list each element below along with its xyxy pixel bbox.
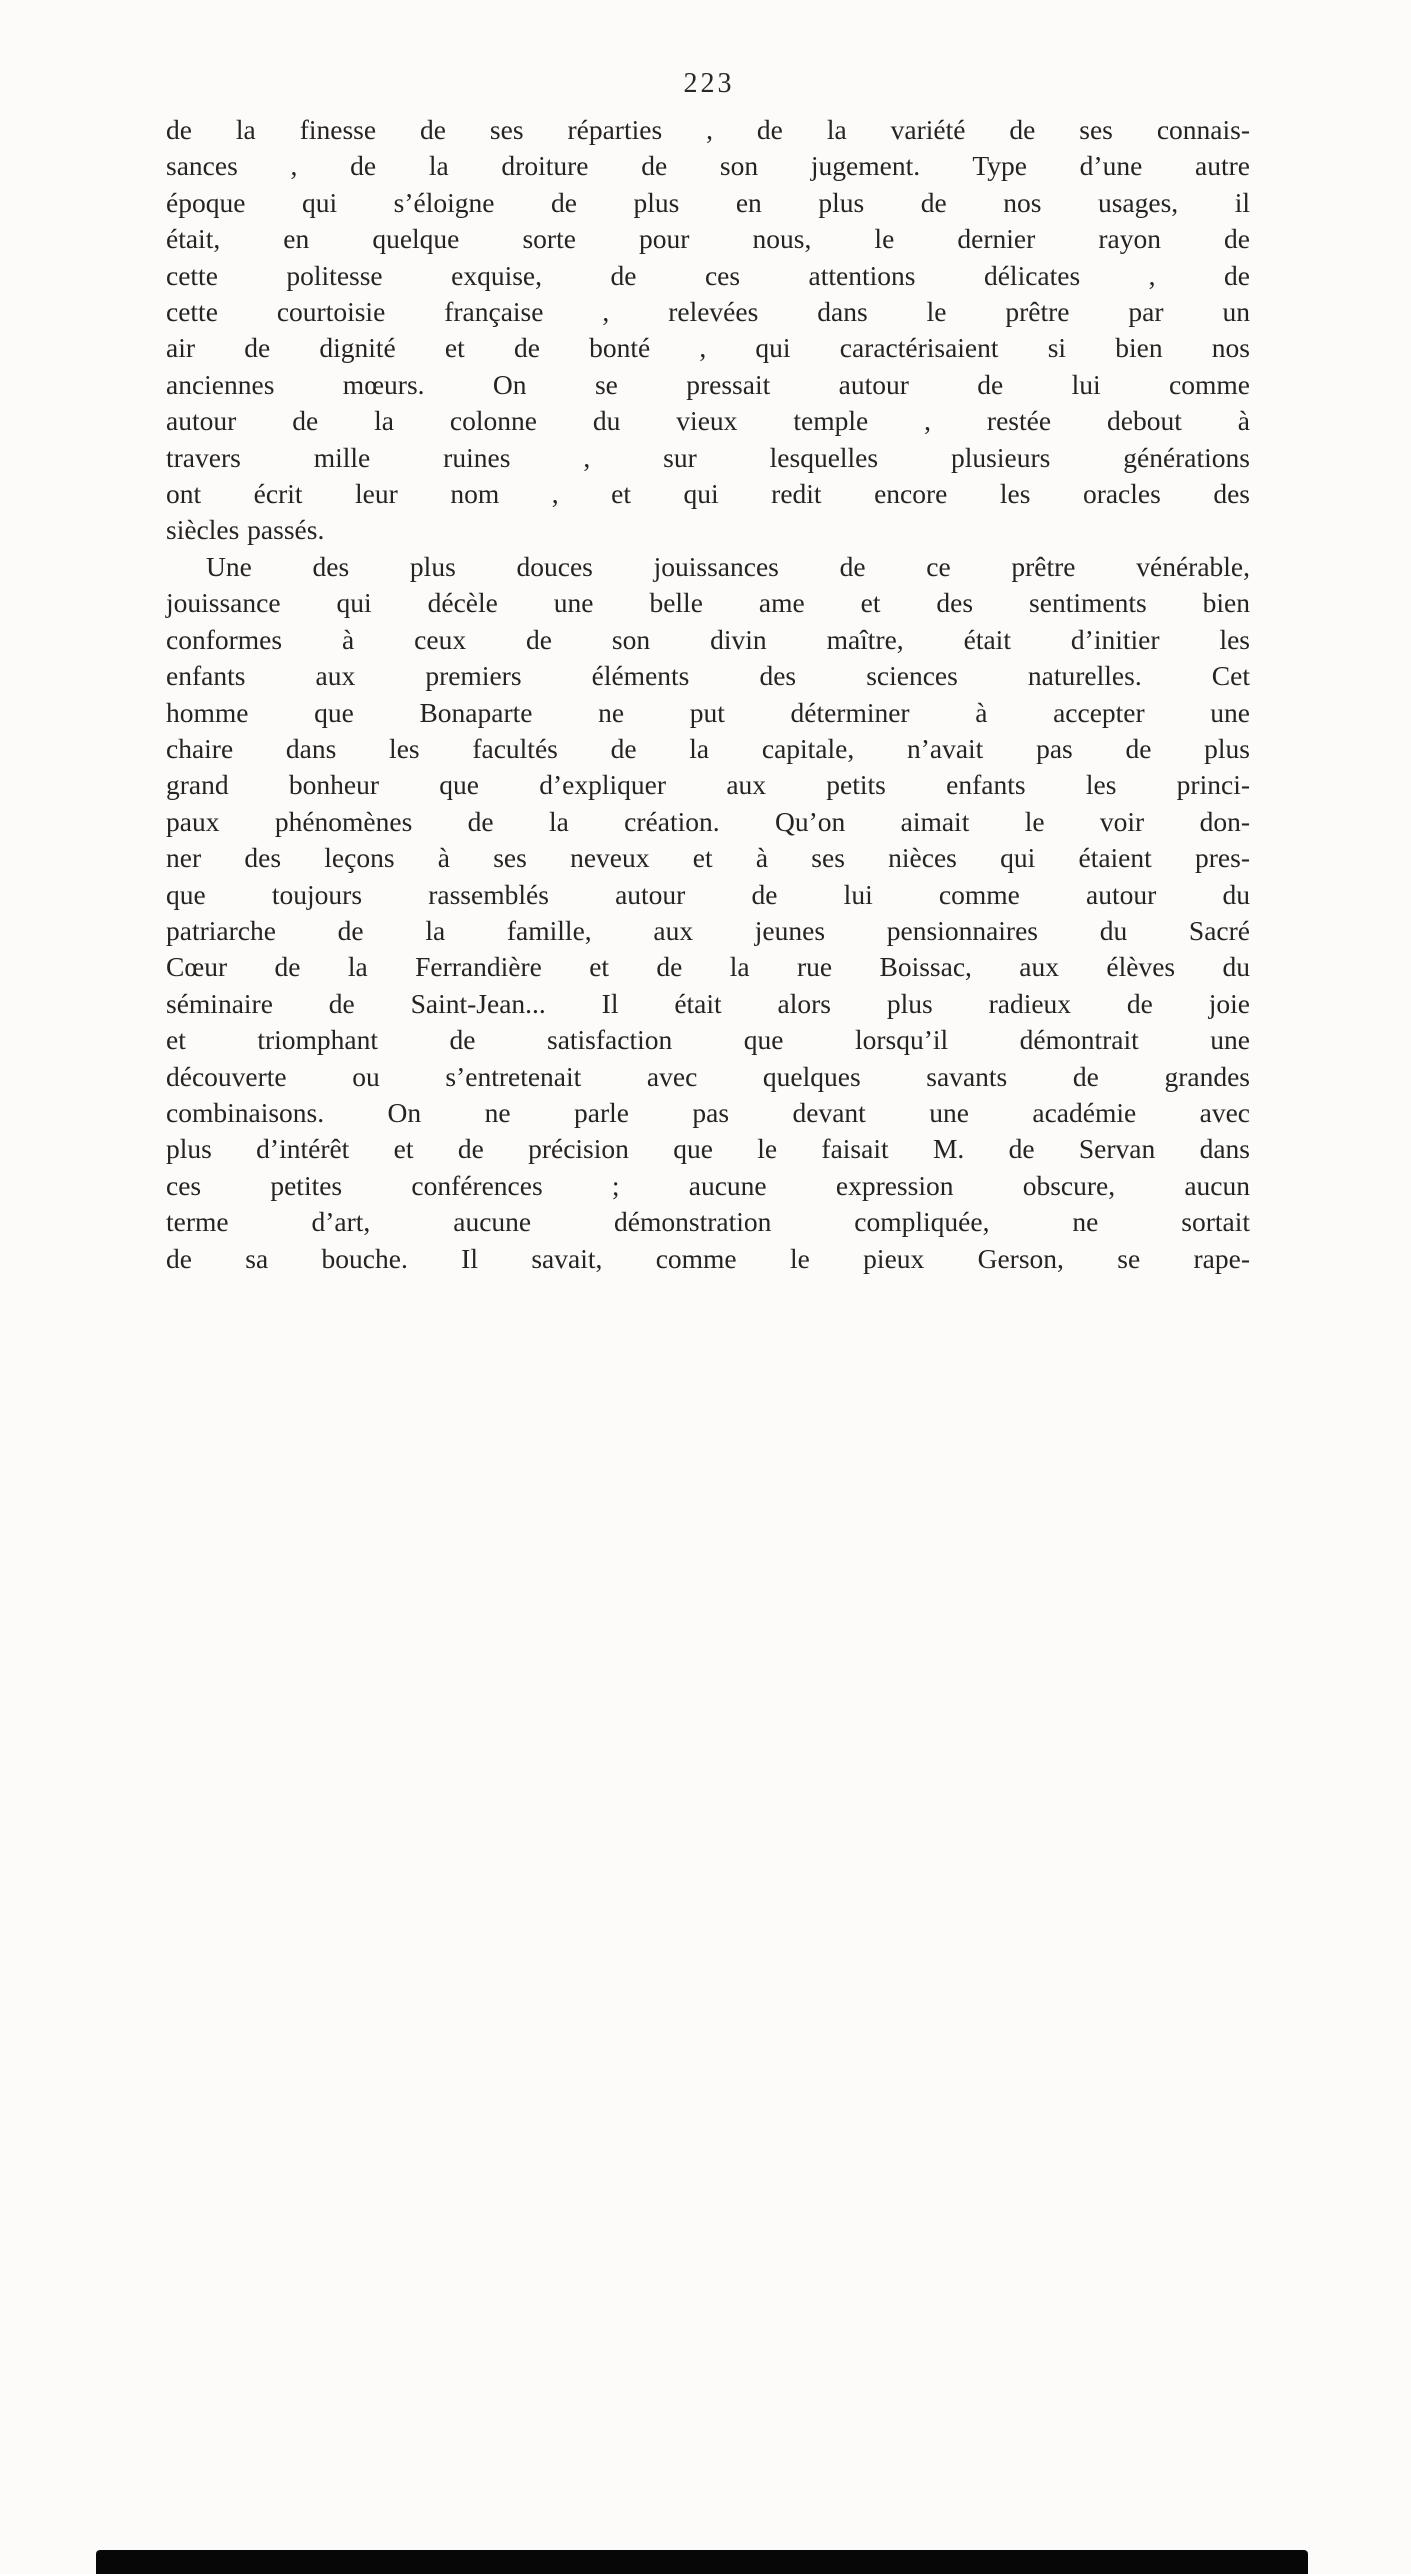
text-line: jouissance qui décèle une belle ame et des sentiments bien	[166, 587, 1250, 619]
text-line: de sa bouche. Il savait, comme le pieux Gerson, se rape-	[166, 1242, 1250, 1274]
text-line: paux phénomènes de la création. Qu’on aimait le voir don-	[166, 805, 1250, 837]
text-line: siècles passés.	[166, 514, 325, 546]
text-line: ces petites conférences ; aucune expression obscure, aucun	[166, 1169, 1250, 1201]
text-line: anciennes mœurs. On se pressait autour de lui comme	[166, 368, 1250, 400]
text-line: découverte ou s’entretenait avec quelques savants de grandes	[166, 1060, 1250, 1092]
scan-artifact-bottom-bar	[96, 2550, 1308, 2574]
text-line: enfants aux premiers éléments des sciences naturelles. Cet	[166, 660, 1250, 692]
text-block	[166, 112, 1250, 1277]
paragraph	[166, 549, 1250, 1277]
text-line: grand bonheur que d’expliquer aux petits enfants les princi-	[166, 769, 1250, 801]
text-line: travers mille ruines , sur lesquelles plusieurs générations	[166, 441, 1250, 473]
text-line: Une des plus douces jouissances de ce prêtre vénérable,	[206, 550, 1250, 582]
text-line: Cœur de la Ferrandière et de la rue Boissac, aux élèves du	[166, 951, 1250, 983]
text-line: de la finesse de ses réparties , de la variété de ses connais-	[166, 114, 1250, 145]
text-line: terme d’art, aucune démonstration compliquée, ne sortait	[166, 1206, 1250, 1238]
text-line: était, en quelque sorte pour nous, le dernier rayon de	[166, 223, 1250, 255]
text-line: plus d’intérêt et de précision que le faisait M. de Servan dans	[166, 1133, 1250, 1165]
text-line: conformes à ceux de son divin maître, était d’initier les	[166, 623, 1250, 655]
text-line: sances , de la droiture de son jugement. Type d’une autre	[166, 150, 1250, 182]
text-line: séminaire de Saint-Jean... Il était alors plus radieux de joie	[166, 987, 1250, 1019]
text-line: ont écrit leur nom , et qui redit encore les oracles des	[166, 478, 1250, 510]
text-line: chaire dans les facultés de la capitale, n’avait pas de plus	[166, 732, 1250, 764]
text-line: cette politesse exquise, de ces attentions délicates , de	[166, 259, 1250, 291]
text-line: que toujours rassemblés autour de lui comme autour du	[166, 878, 1250, 910]
text-line: cette courtoisie française , relevées dans le prêtre par un	[166, 296, 1250, 328]
text-line: époque qui s’éloigne de plus en plus de nos usages, il	[166, 186, 1250, 218]
text-line: autour de la colonne du vieux temple , restée debout à	[166, 405, 1250, 437]
paragraph	[166, 112, 1250, 549]
text-line: air de dignité et de bonté , qui caractérisaient si bien nos	[166, 332, 1250, 364]
text-line: combinaisons. On ne parle pas devant une académie avec	[166, 1096, 1250, 1128]
text-line: patriarche de la famille, aux jeunes pensionnaires du Sacré	[166, 914, 1250, 946]
page-number: 223	[683, 68, 735, 99]
text-line: ner des leçons à ses neveux et à ses nièces qui étaient pres-	[166, 842, 1250, 874]
text-line: et triomphant de satisfaction que lorsqu’il démontrait une	[166, 1024, 1250, 1056]
text-line: homme que Bonaparte ne put déterminer à accepter une	[166, 696, 1250, 728]
